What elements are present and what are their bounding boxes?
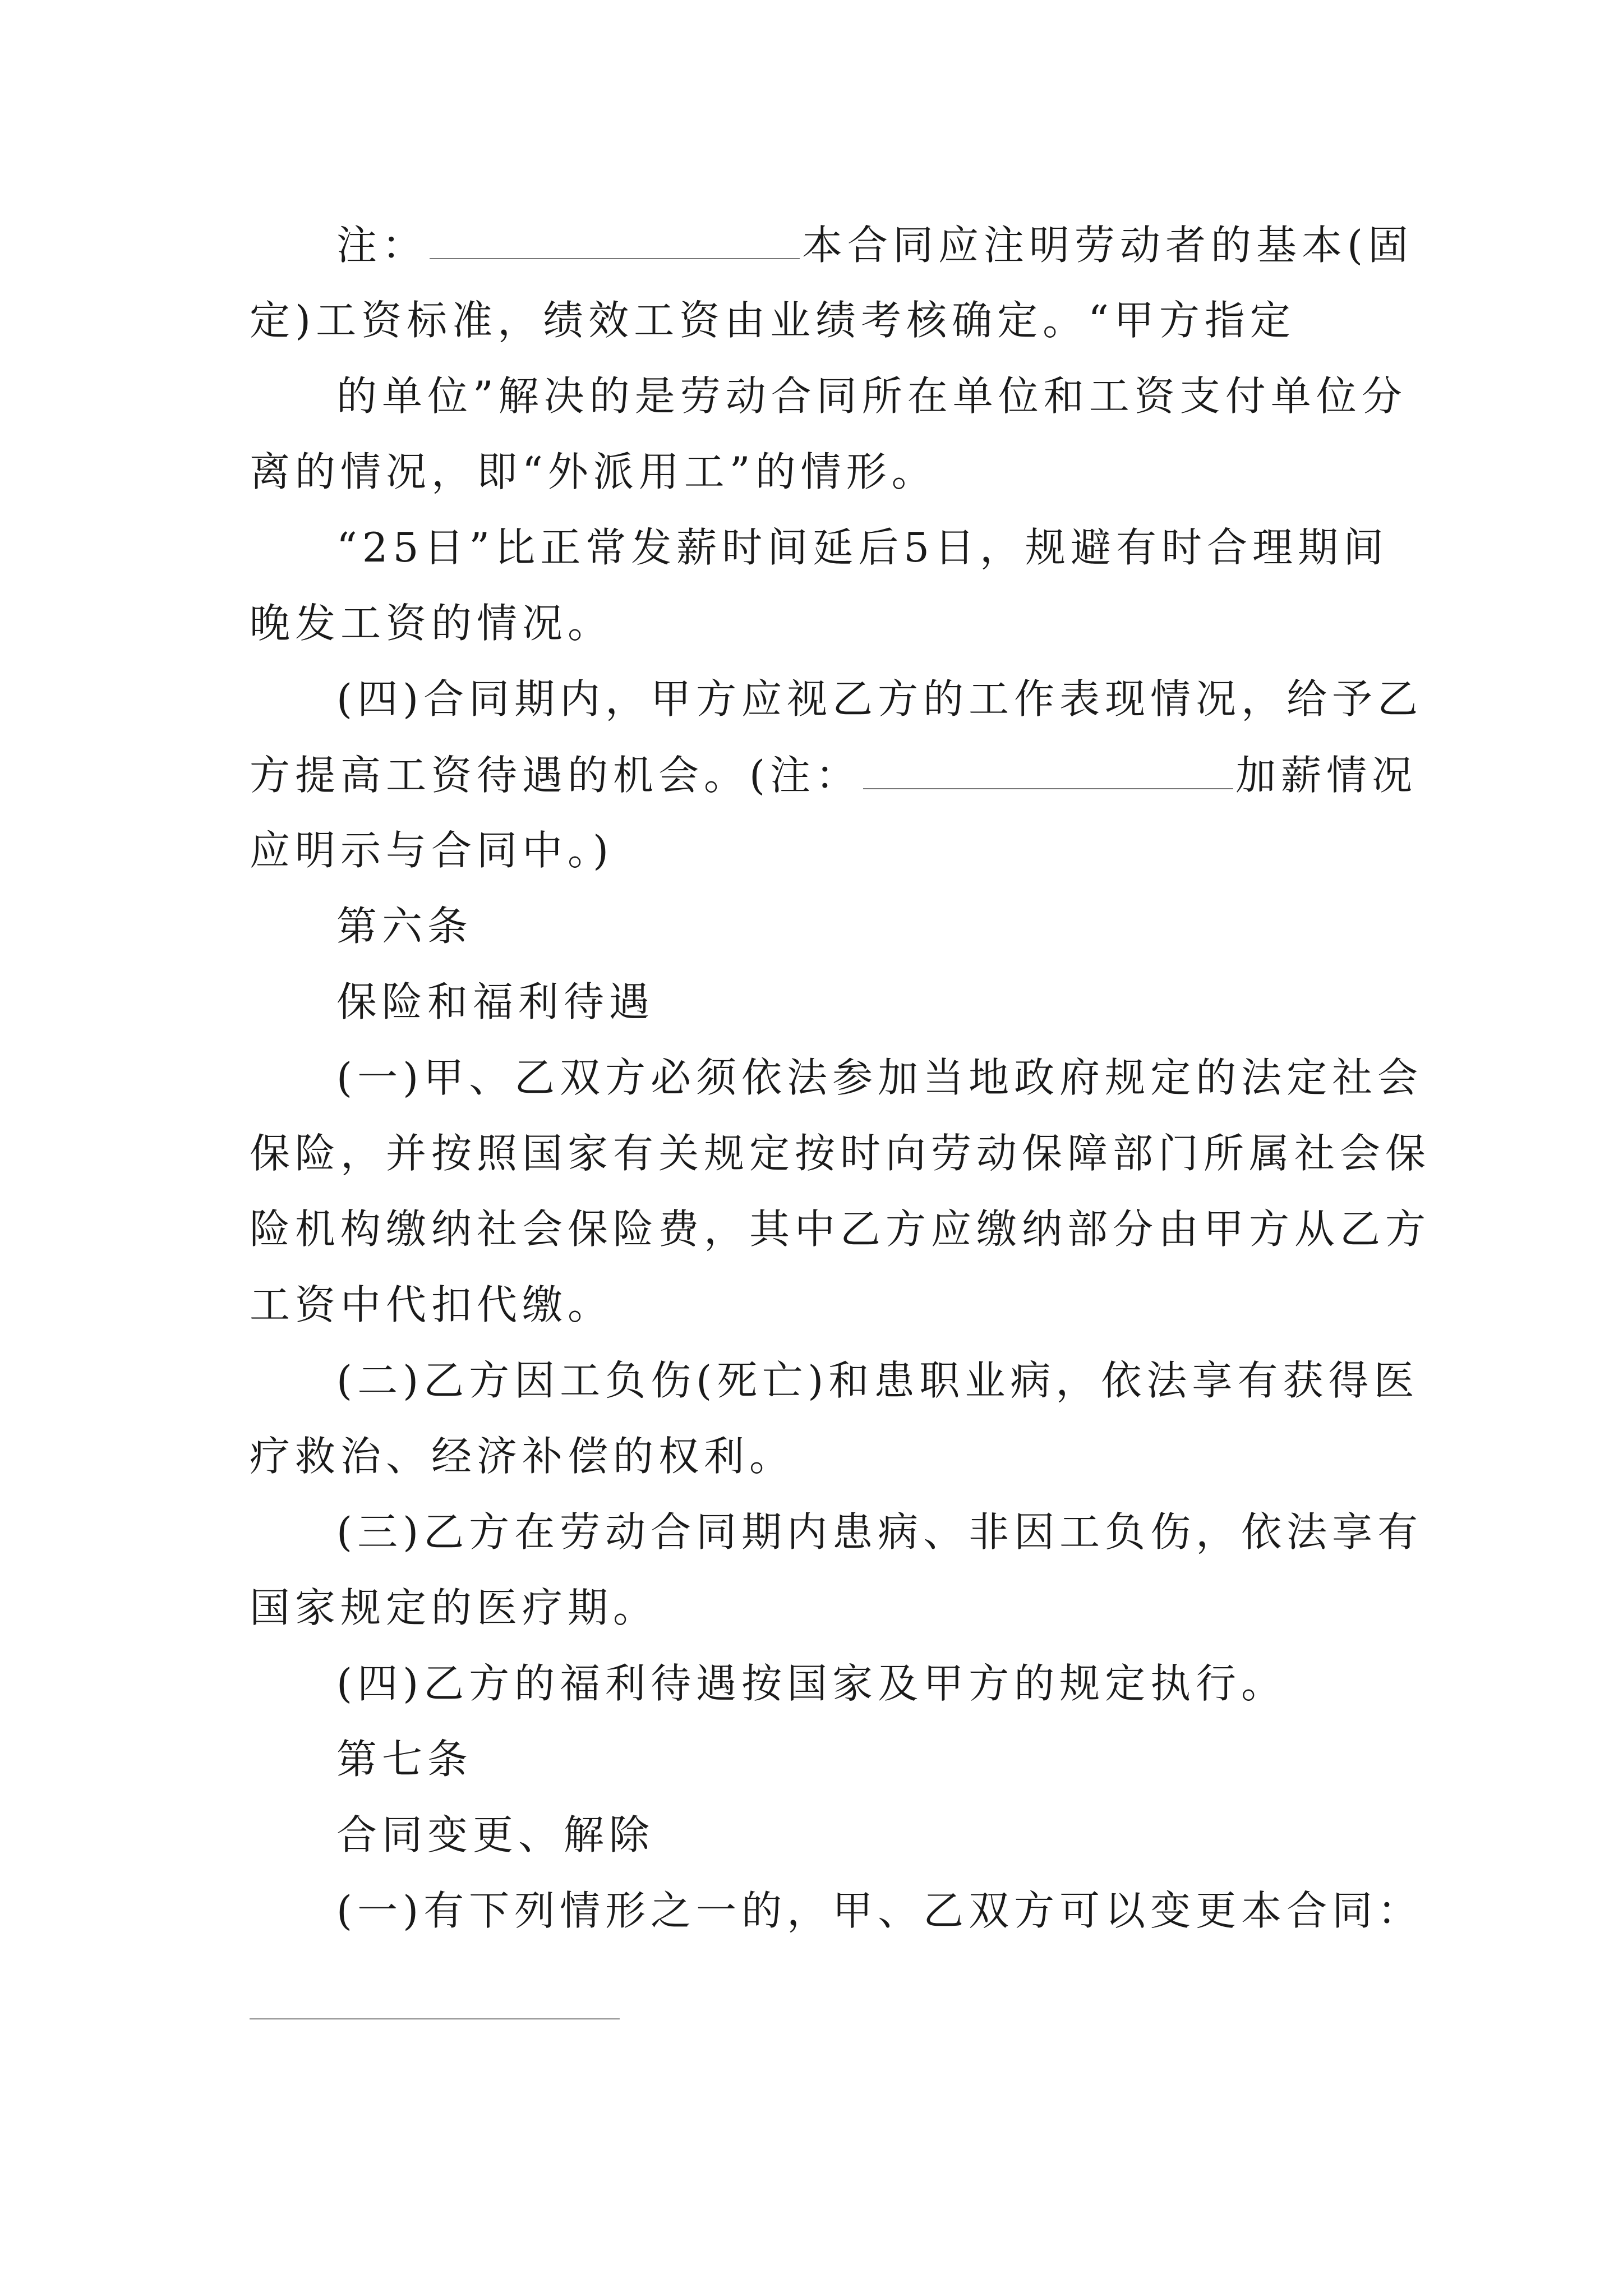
article-6-item-3-line-1: (三)乙方在劳动合同期内患病、非因工负伤，依法享有 <box>336 1508 1423 1556</box>
para-raise-line-1: (四)合同期内，甲方应视乙方的工作表现情况，给予乙 <box>336 675 1423 723</box>
article-7-title: 合同变更、解除 <box>336 1811 655 1858</box>
para-raise-line-2-text: 方提高工资待遇的机会。(注： <box>250 752 861 799</box>
article-6-item-2-line-2: 疗救治、经济补偿的权利。 <box>250 1433 795 1480</box>
para-25-line-1: “25日”比正常发薪时间延后5日，规避有时合理期间 <box>336 524 1389 571</box>
raise-blank-underline <box>863 754 1233 789</box>
note-label: 注： <box>336 222 428 269</box>
article-6-number: 第六条 <box>336 903 473 950</box>
note-line-3: 的单位”解决的是劳动合同所在单位和工资支付单位分 <box>336 372 1407 420</box>
note-line-4: 离的情况，即“外派用工”的情形。 <box>250 448 937 495</box>
article-6-item-4-line-1: (四)乙方的福利待遇按国家及甲方的规定执行。 <box>336 1660 1287 1707</box>
article-6-item-1-line-4: 工资中代扣代缴。 <box>250 1281 614 1328</box>
article-6-item-2-line-1: (二)乙方因工负伤(死亡)和患职业病，依法享有获得医 <box>336 1357 1419 1404</box>
para-raise-line-3: 应明示与合同中。) <box>250 827 614 874</box>
article-6-item-3-line-2: 国家规定的医疗期。 <box>250 1584 659 1631</box>
note-line-1 <box>336 224 1413 269</box>
note-blank-underline <box>430 224 800 259</box>
article-6-item-1-line-2: 保险，并按照国家有关规定按时向劳动保障部门所属社会保 <box>250 1130 1431 1177</box>
article-6-item-1-line-3: 险机构缴纳社会保险费，其中乙方应缴纳部分由甲方从乙方 <box>250 1205 1431 1253</box>
para-raise-line-2 <box>250 754 1417 799</box>
note-line-1-text: 本合同应注明劳动者的基本(固 <box>802 222 1414 269</box>
note-line-2: 定)工资标准，绩效工资由业绩考核确定。“甲方指定 <box>250 297 1295 344</box>
article-7-item-1-line-1: (一)有下列情形之一的，甲、乙双方可以变更本合同： <box>336 1887 1423 1934</box>
article-7-number: 第七条 <box>336 1736 473 1783</box>
para-raise-line-2-end: 加薪情况 <box>1235 752 1418 799</box>
para-25-line-2: 晚发工资的情况。 <box>250 600 614 647</box>
footnote-separator-rule <box>250 2018 620 2019</box>
article-6-title: 保险和福利待遇 <box>336 978 655 1025</box>
article-6-item-1-line-1: (一)甲、乙双方必须依法参加当地政府规定的法定社会 <box>336 1054 1423 1101</box>
